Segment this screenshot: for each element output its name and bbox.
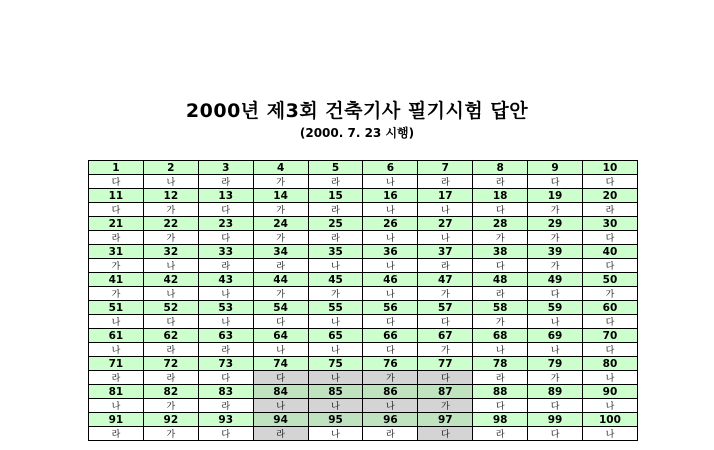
answer-cell: 나 [308,259,363,273]
answer-cell: 가 [473,315,528,329]
question-number-cell: 9 [528,161,583,175]
answer-cell: 가 [363,371,418,385]
answer-row [89,259,638,273]
answer-cell: 나 [198,315,253,329]
answer-row [89,427,638,441]
question-number-cell: 10 [583,161,638,175]
answer-cell: 나 [418,231,473,245]
question-number-cell: 100 [583,413,638,427]
answer-cell: 나 [308,343,363,357]
question-number-cell: 24 [253,217,308,231]
question-number-cell: 33 [198,245,253,259]
answer-cell: 가 [143,203,198,217]
question-number-cell: 27 [418,217,473,231]
answer-cell: 라 [198,259,253,273]
answer-cell: 다 [198,203,253,217]
answer-cell: 가 [253,175,308,189]
question-number-cell: 60 [583,301,638,315]
question-number-cell: 17 [418,189,473,203]
answer-cell: 라 [583,203,638,217]
answer-cell: 라 [89,427,144,441]
question-number-cell: 2 [143,161,198,175]
question-number-cell: 48 [473,273,528,287]
question-number-cell: 36 [363,245,418,259]
answer-cell: 나 [363,259,418,273]
answer-cell: 다 [583,175,638,189]
question-number-cell: 64 [253,329,308,343]
question-number-cell: 41 [89,273,144,287]
answer-cell: 라 [418,175,473,189]
question-number-cell: 75 [308,357,363,371]
question-number-cell: 88 [473,385,528,399]
question-number-cell: 19 [528,189,583,203]
question-number-cell: 37 [418,245,473,259]
answer-cell: 가 [253,203,308,217]
answer-cell: 다 [583,315,638,329]
question-number-cell: 74 [253,357,308,371]
question-number-cell: 40 [583,245,638,259]
answer-cell: 가 [253,231,308,245]
answer-cell: 다 [89,175,144,189]
answer-cell: 나 [363,399,418,413]
answer-cell: 나 [89,343,144,357]
question-number-cell: 6 [363,161,418,175]
question-number-row [89,189,638,203]
answer-cell: 가 [143,231,198,245]
question-number-cell: 13 [198,189,253,203]
question-number-cell: 5 [308,161,363,175]
answer-cell: 가 [89,259,144,273]
question-number-cell: 63 [198,329,253,343]
question-number-cell: 67 [418,329,473,343]
answer-cell: 나 [143,287,198,301]
answer-cell: 나 [363,203,418,217]
answer-cell: 라 [89,231,144,245]
question-number-cell: 69 [528,329,583,343]
question-number-cell: 83 [198,385,253,399]
question-number-cell: 87 [418,385,473,399]
answer-cell: 가 [583,287,638,301]
answer-cell: 다 [363,343,418,357]
question-number-cell: 16 [363,189,418,203]
answer-cell: 다 [583,231,638,245]
answer-cell: 라 [143,371,198,385]
answer-cell: 다 [473,203,528,217]
question-number-cell: 92 [143,413,198,427]
answer-cell: 나 [253,399,308,413]
answer-cell: 가 [418,343,473,357]
answer-cell: 다 [198,427,253,441]
answer-table [88,160,638,441]
answer-cell: 라 [143,343,198,357]
question-number-cell: 80 [583,357,638,371]
question-number-cell: 96 [363,413,418,427]
question-number-cell: 11 [89,189,144,203]
answer-cell: 라 [473,427,528,441]
answer-cell: 다 [583,343,638,357]
answer-row [89,343,638,357]
question-number-cell: 95 [308,413,363,427]
answer-cell: 다 [418,371,473,385]
question-number-cell: 85 [308,385,363,399]
answer-cell: 가 [308,287,363,301]
answer-cell: 라 [473,287,528,301]
question-number-cell: 7 [418,161,473,175]
answer-cell: 가 [418,399,473,413]
answer-cell: 다 [528,399,583,413]
answer-cell: 가 [528,259,583,273]
question-number-cell: 43 [198,273,253,287]
answer-cell: 라 [308,203,363,217]
answer-row [89,287,638,301]
answer-cell: 가 [89,287,144,301]
question-number-cell: 29 [528,217,583,231]
question-number-cell: 62 [143,329,198,343]
answer-cell: 다 [198,231,253,245]
answer-cell: 나 [308,399,363,413]
answer-cell: 나 [308,315,363,329]
answer-cell: 다 [473,399,528,413]
answer-cell: 나 [583,399,638,413]
answer-cell: 나 [583,371,638,385]
answer-cell: 가 [473,231,528,245]
answer-cell: 나 [89,315,144,329]
question-number-cell: 30 [583,217,638,231]
answer-cell: 다 [253,371,308,385]
question-number-cell: 53 [198,301,253,315]
question-number-cell: 38 [473,245,528,259]
question-number-cell: 89 [528,385,583,399]
question-number-row [89,245,638,259]
answer-cell: 라 [198,343,253,357]
question-number-cell: 86 [363,385,418,399]
answer-cell: 나 [528,343,583,357]
answer-cell: 다 [198,371,253,385]
answer-cell: 가 [418,287,473,301]
answer-cell: 나 [473,343,528,357]
question-number-cell: 93 [198,413,253,427]
question-number-cell: 1 [89,161,144,175]
question-number-cell: 28 [473,217,528,231]
question-number-cell: 70 [583,329,638,343]
question-number-cell: 32 [143,245,198,259]
answer-cell: 다 [528,287,583,301]
answer-cell: 나 [363,231,418,245]
answer-cell: 라 [308,175,363,189]
question-number-row [89,301,638,315]
answer-cell: 나 [583,427,638,441]
question-number-cell: 14 [253,189,308,203]
answer-row [89,399,638,413]
answer-cell: 라 [418,259,473,273]
question-number-cell: 84 [253,385,308,399]
question-number-row [89,161,638,175]
answer-cell: 나 [363,175,418,189]
question-number-cell: 23 [198,217,253,231]
question-number-cell: 54 [253,301,308,315]
question-number-cell: 78 [473,357,528,371]
answer-cell: 라 [308,231,363,245]
question-number-cell: 68 [473,329,528,343]
answer-cell: 가 [528,371,583,385]
question-number-cell: 18 [473,189,528,203]
answer-cell: 나 [253,343,308,357]
question-number-cell: 49 [528,273,583,287]
question-number-cell: 99 [528,413,583,427]
question-number-cell: 94 [253,413,308,427]
answer-cell: 라 [253,259,308,273]
question-number-cell: 65 [308,329,363,343]
question-number-cell: 31 [89,245,144,259]
question-number-cell: 52 [143,301,198,315]
answer-cell: 가 [528,203,583,217]
answer-cell: 나 [363,287,418,301]
question-number-cell: 76 [363,357,418,371]
answer-cell: 다 [89,203,144,217]
answer-cell: 다 [473,259,528,273]
question-number-cell: 77 [418,357,473,371]
answer-cell: 가 [143,399,198,413]
answer-cell: 나 [418,203,473,217]
question-number-cell: 39 [528,245,583,259]
answer-row [89,371,638,385]
question-number-cell: 35 [308,245,363,259]
answer-cell: 다 [143,315,198,329]
answer-cell: 나 [308,427,363,441]
question-number-row [89,273,638,287]
question-number-cell: 73 [198,357,253,371]
question-number-cell: 45 [308,273,363,287]
answer-cell: 라 [363,427,418,441]
answer-cell: 라 [473,371,528,385]
question-number-cell: 61 [89,329,144,343]
question-number-row [89,357,638,371]
question-number-cell: 98 [473,413,528,427]
answer-cell: 가 [143,427,198,441]
question-number-cell: 21 [89,217,144,231]
answer-cell: 나 [143,175,198,189]
question-number-cell: 15 [308,189,363,203]
answer-cell: 나 [308,371,363,385]
answer-cell: 라 [89,371,144,385]
question-number-cell: 20 [583,189,638,203]
answer-cell: 가 [528,231,583,245]
answer-cell: 다 [418,427,473,441]
question-number-cell: 71 [89,357,144,371]
answer-cell: 다 [253,315,308,329]
exam-date: (2000. 7. 23 시행) [299,126,415,140]
question-number-row [89,385,638,399]
answer-cell: 라 [253,427,308,441]
question-number-row [89,413,638,427]
question-number-cell: 81 [89,385,144,399]
answer-cell: 나 [89,399,144,413]
question-number-cell: 47 [418,273,473,287]
question-number-cell: 4 [253,161,308,175]
question-number-cell: 25 [308,217,363,231]
answer-row [89,315,638,329]
question-number-cell: 42 [143,273,198,287]
answer-cell: 다 [363,315,418,329]
answer-cell: 라 [198,175,253,189]
question-number-cell: 26 [363,217,418,231]
answer-cell: 나 [198,287,253,301]
question-number-cell: 90 [583,385,638,399]
question-number-cell: 59 [528,301,583,315]
question-number-cell: 79 [528,357,583,371]
answer-row [89,231,638,245]
question-number-row [89,329,638,343]
question-number-cell: 91 [89,413,144,427]
answer-cell: 나 [143,259,198,273]
page-title: 2000년 제3회 건축기사 필기시험 답안 [185,100,529,122]
question-number-cell: 46 [363,273,418,287]
answer-cell: 나 [528,315,583,329]
question-number-cell: 58 [473,301,528,315]
answer-cell: 라 [198,399,253,413]
question-number-cell: 22 [143,217,198,231]
question-number-cell: 97 [418,413,473,427]
question-number-row [89,217,638,231]
question-number-cell: 72 [143,357,198,371]
answer-row [89,175,638,189]
question-number-cell: 51 [89,301,144,315]
answer-cell: 다 [418,315,473,329]
question-number-cell: 55 [308,301,363,315]
answer-row [89,203,638,217]
answer-cell: 다 [528,175,583,189]
answer-cell: 다 [583,259,638,273]
question-number-cell: 57 [418,301,473,315]
question-number-cell: 50 [583,273,638,287]
question-number-cell: 82 [143,385,198,399]
question-number-cell: 3 [198,161,253,175]
answer-cell: 다 [528,427,583,441]
question-number-cell: 8 [473,161,528,175]
question-number-cell: 44 [253,273,308,287]
question-number-cell: 56 [363,301,418,315]
question-number-cell: 12 [143,189,198,203]
question-number-cell: 66 [363,329,418,343]
answer-cell: 가 [253,287,308,301]
answer-cell: 라 [473,175,528,189]
question-number-cell: 34 [253,245,308,259]
